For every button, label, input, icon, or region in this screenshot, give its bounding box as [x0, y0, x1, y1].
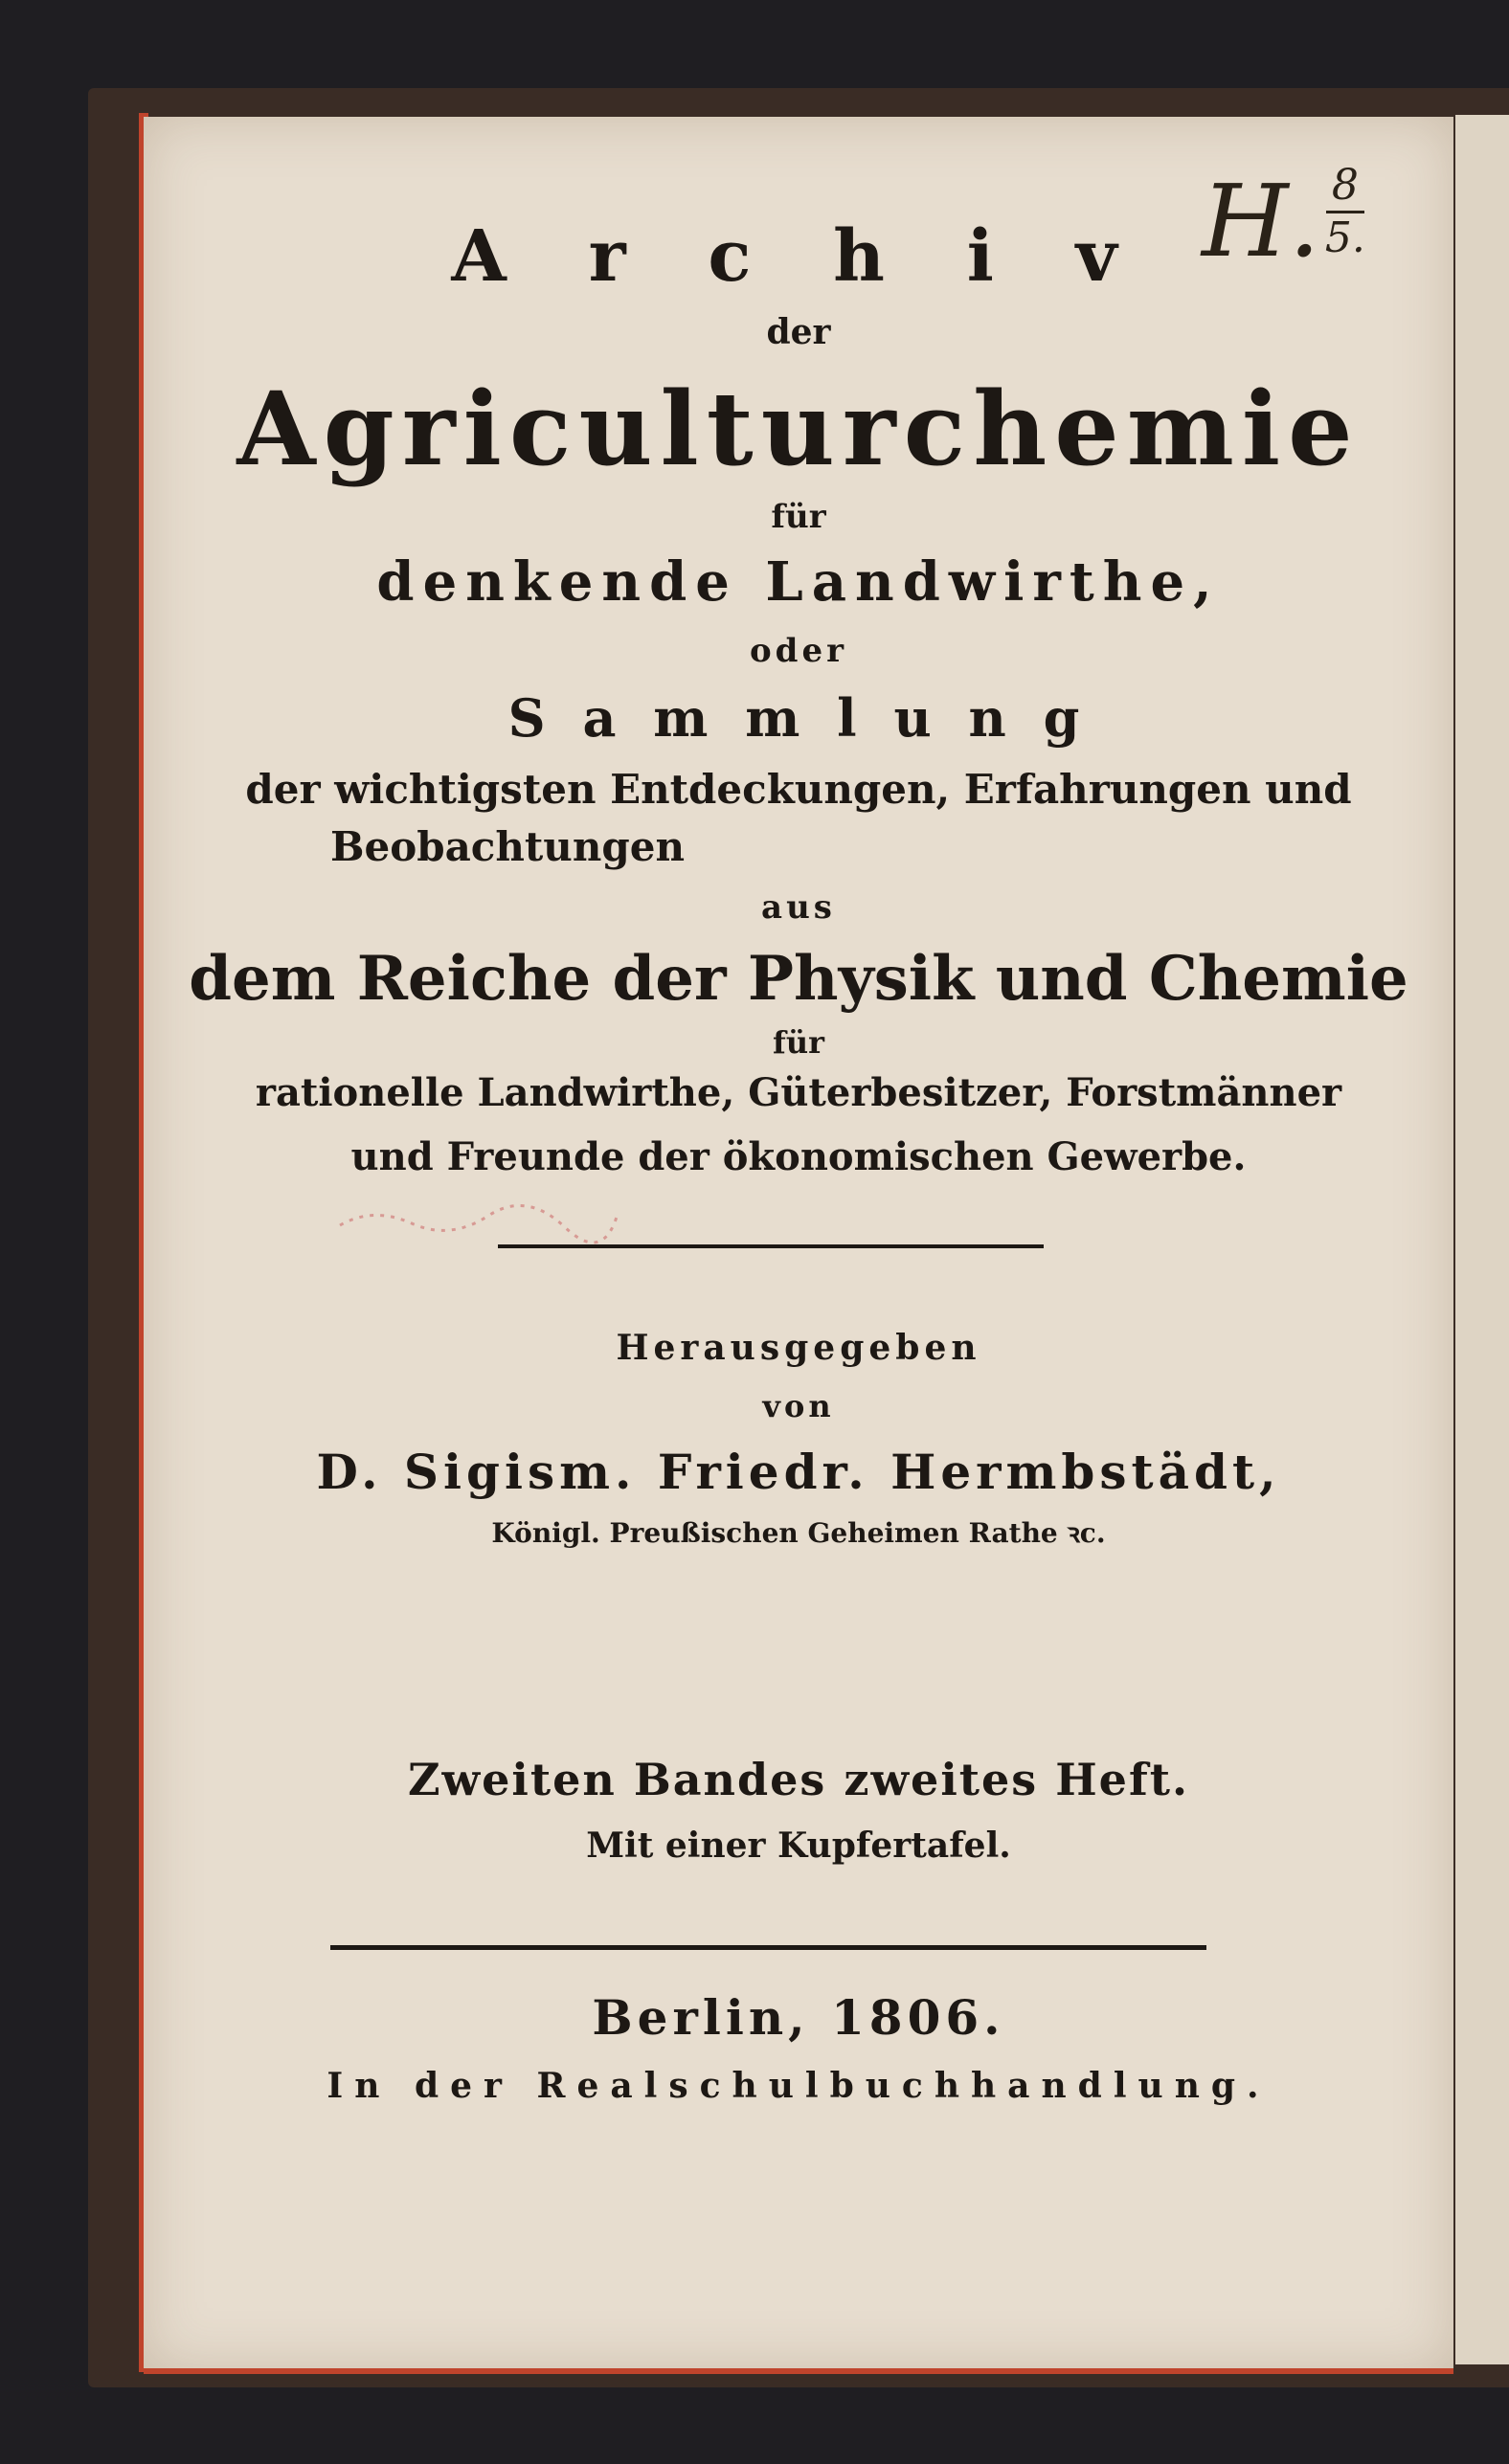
editor-name: D. Sigism. Friedr. Hermbstädt, — [316, 1444, 1281, 1500]
volume-info: Zweiten Bandes zweites Heft. — [407, 1754, 1190, 1805]
title-rationelle-landwirthe: rationelle Landwirthe, Güterbesitzer, Forstmänner — [255, 1070, 1342, 1115]
editor-von: von — [762, 1388, 835, 1424]
title-archiv: A r c h i v — [451, 215, 1146, 298]
title-physik-chemie: dem Reiche der Physik und Chemie — [189, 943, 1408, 1015]
title-oder: oder — [750, 632, 847, 670]
title-sammlung: S a m m l u n g — [507, 687, 1090, 749]
red-page-bottom-edge — [144, 2368, 1453, 2374]
faded-stamp — [335, 1187, 622, 1244]
title-fur-2: für — [773, 1024, 824, 1061]
publisher: In der Realschulbuchhandlung. — [327, 2066, 1271, 2106]
divider-top — [498, 1244, 1044, 1248]
plate-info: Mit einer Kupfertafel. — [586, 1826, 1011, 1866]
shelfmark-main: H. — [1202, 163, 1320, 280]
title-agriculturchemie: Agriculturchemie — [236, 369, 1361, 488]
place-year: Berlin, 1806. — [592, 1989, 1005, 2046]
editor-title: Königl. Preußischen Geheimen Rathe ꝛc. — [491, 1517, 1106, 1549]
title-freunde-gewerbe: und Freunde der ökonomischen Gewerbe. — [350, 1134, 1247, 1179]
editor-herausgegeben: Herausgegeben — [616, 1328, 981, 1368]
title-fur-1: für — [771, 498, 826, 536]
title-der: der — [766, 312, 831, 352]
title-denkende-landwirthe: denkende Landwirthe, — [376, 550, 1221, 614]
title-beobachtungen: Beobachtungen — [329, 823, 686, 870]
shelfmark-fraction-bottom: 5. — [1324, 213, 1365, 262]
title-entdeckungen: der wichtigsten Entdeckungen, Erfahrungen und — [245, 766, 1352, 813]
next-page-edge — [1455, 115, 1509, 2364]
shelfmark-fraction-top: 8 — [1331, 161, 1359, 210]
title-aus: aus — [761, 888, 836, 927]
divider-bottom — [330, 1945, 1206, 1950]
